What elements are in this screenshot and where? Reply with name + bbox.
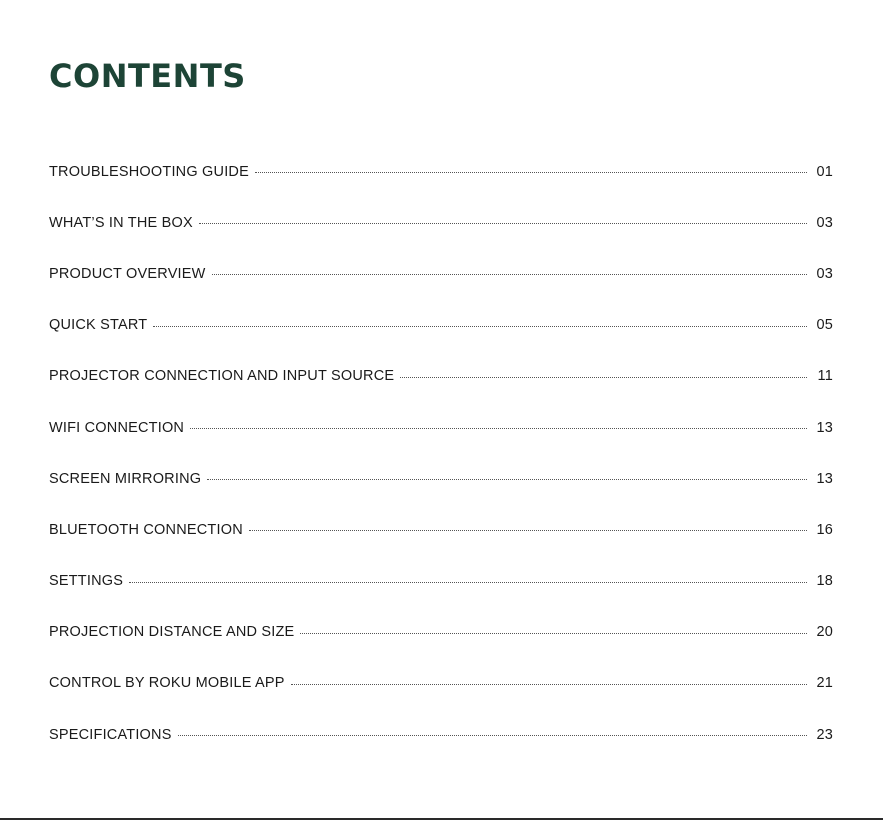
- toc-entry-projector-connection[interactable]: [49, 351, 833, 402]
- dot-leader: [400, 377, 807, 378]
- dot-leader: [291, 684, 807, 685]
- table-of-contents: [49, 146, 833, 760]
- toc-entry-label: SETTINGS: [49, 573, 124, 590]
- toc-entry-specifications[interactable]: [49, 709, 833, 760]
- toc-entry-page-number: 21: [816, 675, 833, 692]
- toc-entry-label: WHAT’S IN THE BOX: [49, 214, 193, 231]
- dot-leader: [300, 633, 807, 634]
- toc-entry-product-overview[interactable]: [49, 248, 833, 299]
- toc-entry-page-number: 20: [816, 624, 833, 641]
- toc-entry-label: PROJECTION DISTANCE AND SIZE: [49, 624, 295, 641]
- dot-leader: [153, 326, 807, 327]
- toc-entry-page-number: 03: [816, 214, 833, 231]
- toc-entry-projection-distance[interactable]: [49, 607, 833, 658]
- toc-entry-page-number: 18: [816, 573, 833, 590]
- dot-leader: [255, 172, 807, 173]
- dot-leader: [129, 582, 807, 583]
- dot-leader: [190, 428, 807, 429]
- toc-entry-quick-start[interactable]: [49, 300, 833, 351]
- dot-leader: [199, 223, 807, 224]
- toc-entry-page-number: 13: [816, 470, 833, 487]
- toc-entry-page-number: 03: [816, 265, 833, 282]
- toc-entry-label: SPECIFICATIONS: [49, 726, 172, 743]
- toc-entry-page-number: 01: [816, 163, 833, 180]
- dot-leader: [249, 530, 807, 531]
- toc-entry-label: QUICK START: [49, 317, 148, 334]
- toc-entry-label: CONTROL BY ROKU MOBILE APP: [49, 675, 285, 692]
- toc-entry-page-number: 16: [816, 521, 833, 538]
- dot-leader: [207, 479, 807, 480]
- toc-entry-label: SCREEN MIRRORING: [49, 470, 202, 487]
- toc-entry-label: WIFI CONNECTION: [49, 419, 185, 436]
- toc-entry-screen-mirroring[interactable]: [49, 453, 833, 504]
- toc-entry-roku-mobile-app[interactable]: [49, 658, 833, 709]
- toc-entry-page-number: 11: [817, 368, 833, 385]
- toc-entry-label: PRODUCT OVERVIEW: [49, 265, 206, 282]
- page-title: CONTENTS: [49, 57, 246, 95]
- dot-leader: [212, 274, 807, 275]
- toc-entry-whats-in-the-box[interactable]: [49, 197, 833, 248]
- toc-entry-page-number: 13: [816, 419, 833, 436]
- toc-entry-bluetooth-connection[interactable]: [49, 504, 833, 555]
- toc-entry-wifi-connection[interactable]: [49, 402, 833, 453]
- dot-leader: [178, 735, 807, 736]
- toc-entry-label: TROUBLESHOOTING GUIDE: [49, 163, 249, 180]
- toc-entry-label: PROJECTOR CONNECTION AND INPUT SOURCE: [49, 368, 395, 385]
- toc-entry-settings[interactable]: [49, 556, 833, 607]
- toc-entry-page-number: 05: [816, 317, 833, 334]
- toc-entry-page-number: 23: [816, 726, 833, 743]
- toc-entry-troubleshooting-guide[interactable]: [49, 146, 833, 197]
- toc-entry-label: BLUETOOTH CONNECTION: [49, 521, 243, 538]
